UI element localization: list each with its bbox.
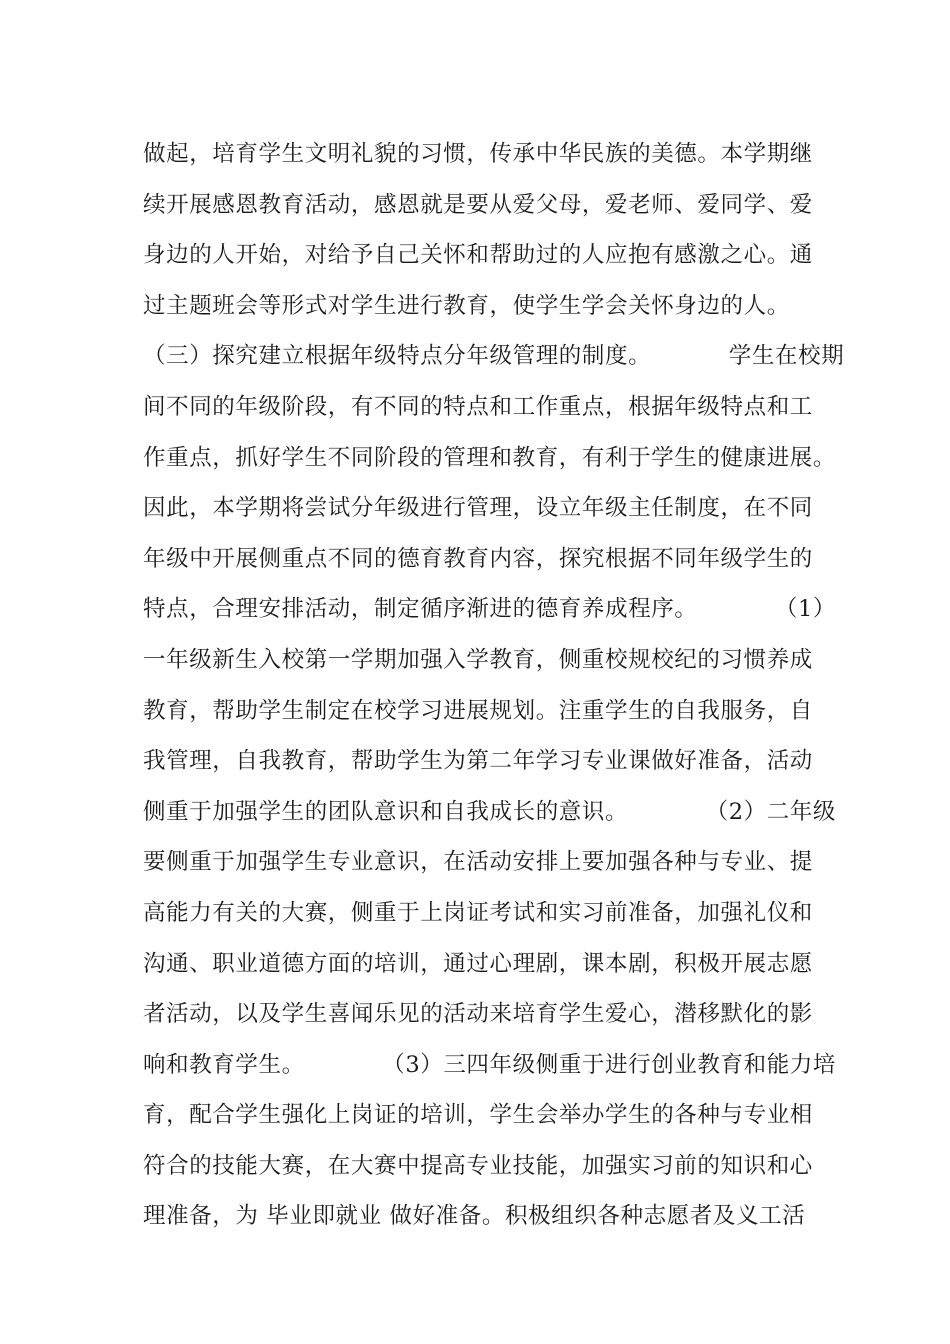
- text-line: 理准备，为 毕业即就业 做好准备。积极组织各种志愿者及义工活: [143, 1203, 806, 1230]
- text-line: 年级中开展侧重点不同的德育教育内容，探究根据不同年级学生的: [143, 545, 813, 572]
- text-line: 符合的技能大赛，在大赛中提高专业技能，加强实习前的知识和心: [143, 1152, 813, 1179]
- text-line: 间不同的年级阶段，有不同的特点和工作重点，根据年级特点和工: [143, 393, 813, 420]
- text-line: 育，配合学生强化上岗证的培训，学生会举办学生的各种与专业相: [143, 1102, 813, 1129]
- text-line: 高能力有关的大赛，侧重于上岗证考试和实习前准备，加强礼仪和: [143, 899, 813, 926]
- text-line: 做起，培育学生文明礼貌的习惯，传承中华民族的美德。本学期继: [143, 141, 813, 167]
- text-line: （三）探究建立根据年级特点分年级管理的制度。 学生在校期: [143, 343, 845, 370]
- text-line: 特点，合理安排活动，制定循序渐进的德育养成程序。 （1）: [143, 596, 837, 623]
- text-line: 沟通、职业道德方面的培训，通过心理剧，课本剧，积极开展志愿: [143, 950, 813, 977]
- text-line: 过主题班会等形式对学生进行教育，使学生学会关怀身边的人。: [143, 292, 790, 319]
- text-line: 作重点，抓好学生不同阶段的管理和教育，有利于学生的健康进展。: [143, 444, 837, 471]
- text-line: 因此，本学期将尝试分年级进行管理，设立年级主任制度，在不同: [143, 495, 813, 522]
- text-line: 要侧重于加强学生专业意识，在活动安排上要加强各种与专业、提: [143, 849, 813, 876]
- text-line: 者活动，以及学生喜闻乐见的活动来培育学生爱心，潜移默化的影: [143, 1001, 813, 1028]
- text-line: 续开展感恩教育活动，感恩就是要从爱父母，爱老师、爱同学、爱: [143, 191, 813, 218]
- text-line: 我管理，自我教育，帮助学生为第二年学习专业课做好准备，活动: [143, 748, 813, 775]
- text-line: 响和教育学生。 （3）三四年级侧重于进行创业教育和能力培: [143, 1051, 837, 1078]
- text-line: 侧重于加强学生的团队意识和自我成长的意识。 （2）二年级: [143, 798, 837, 825]
- text-line: 一年级新生入校第一学期加强入学教育，侧重校规校纪的习惯养成: [143, 646, 813, 673]
- body-text: [143, 129, 845, 1242]
- text-line: 教育，帮助学生制定在校学习进展规划。注重学生的自我服务，自: [143, 697, 813, 724]
- text-line: 身边的人开始，对给予自己关怀和帮助过的人应抱有感激之心。通: [143, 242, 813, 269]
